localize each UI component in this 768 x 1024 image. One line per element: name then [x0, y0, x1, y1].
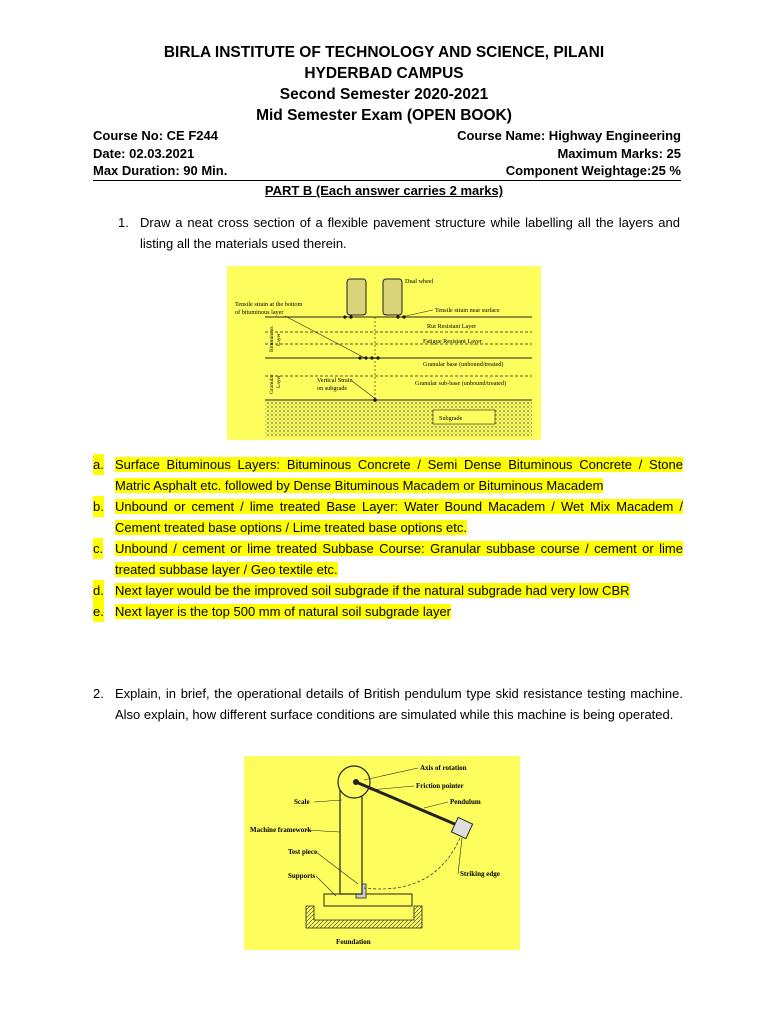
fatigue-layer-label: Fatigue Resistant Layer	[423, 338, 482, 345]
question-1-number: 1.	[118, 215, 129, 230]
foundation-label: Foundation	[336, 938, 371, 946]
max-duration: Max Duration: 90 Min.	[93, 163, 228, 178]
british-pendulum-figure	[244, 756, 520, 950]
tensile-surface-label: Tensile strain near surface	[435, 307, 500, 314]
wheel-left	[347, 279, 366, 315]
framework-label: Machine framework	[250, 826, 312, 834]
answer-b-text: Unbound or cement / lime treated Base Layer: Water Bound Macadem / Wet Mix Macadem / Cement treated base options / Lime treated base options etc.	[115, 499, 683, 535]
bituminous-side-label: Bituminous	[269, 326, 275, 352]
answer-d-letter: d.	[93, 580, 104, 601]
question-2	[93, 683, 683, 749]
answer-b-letter: b.	[93, 496, 104, 517]
supports-label: Supports	[288, 872, 316, 880]
granular-side-label: Granular	[269, 374, 275, 394]
meta-row-1	[93, 128, 681, 146]
question-1-text: Draw a neat cross section of a flexible pavement structure while labelling all the layers and listing all the materials used therein.	[140, 215, 680, 251]
rut-layer-label: Rut Resistant Layer	[427, 323, 477, 330]
max-marks: Maximum Marks: 25	[557, 146, 681, 161]
question-1	[118, 212, 680, 256]
answer-d	[93, 580, 683, 601]
subgrade-label: Subgrade	[439, 415, 463, 422]
granular-subbase-label: Granular sub-base (unbound/treated)	[415, 380, 507, 387]
question-2-text: Explain, in brief, the operational details of British pendulum type skid resistance testing machine. Also explain, how different surface conditions are simulated while this machine is being operated.	[115, 686, 683, 722]
friction-pointer-label: Friction pointer	[416, 782, 464, 790]
axis-label: Axis of rotation	[420, 764, 467, 772]
answer-a	[93, 454, 683, 496]
layer-side-label-1: Layer	[276, 333, 282, 346]
exam-title: Mid Semester Exam (OPEN BOOK)	[256, 107, 512, 124]
answer-d-text: Next layer would be the improved soil subgrade if the natural subgrade had very low CBR	[115, 583, 630, 598]
machine-column	[340, 784, 362, 894]
answer-b	[93, 496, 683, 538]
question-2-number: 2.	[93, 686, 104, 701]
tensile-bottom-label-1: Tensile strain at the bottom	[235, 301, 303, 308]
answer-c-text: Unbound / cement or lime treated Subbase Course: Granular subbase course / cement or lime treated subbase layer / Geo textile etc.	[115, 541, 683, 577]
answer-a-letter: a.	[93, 454, 104, 475]
exam-date: Date: 02.03.2021	[93, 146, 195, 161]
part-b-heading: PART B (Each answer carries 2 marks)	[264, 183, 504, 198]
vertical-strain-label-2: on subgrade	[317, 385, 348, 392]
campus-title: HYDERBAD CAMPUS	[304, 65, 464, 82]
tensile-bottom-label-2: of bituminous layer	[235, 309, 284, 316]
answer-c	[93, 538, 683, 580]
answer-e-text: Next layer is the top 500 mm of natural soil subgrade layer	[115, 604, 452, 619]
striking-edge-label: Striking edge	[460, 870, 500, 878]
scale-label: Scale	[294, 798, 310, 806]
question-1-answers	[93, 454, 683, 622]
vertical-strain-label-1: Vertical Strain	[317, 377, 353, 384]
pendulum-label: Pendulum	[450, 798, 481, 806]
component-weightage: Component Weightage:25 %	[505, 163, 681, 178]
pavement-cross-section-figure	[227, 266, 541, 440]
answer-a-text: Surface Bituminous Layers: Bituminous Concrete / Semi Dense Bituminous Concrete / Stone Matric Asphalt etc. followed by Dense Bituminous Macadem or Bituminous Macadem	[115, 457, 683, 493]
course-number: Course No: CE F244	[93, 128, 218, 143]
institute-title: BIRLA INSTITUTE OF TECHNOLOGY AND SCIENCE, PILANI	[163, 44, 605, 61]
meta-row-2	[93, 146, 681, 164]
dual-wheel-label: Dual wheel	[405, 278, 434, 285]
answer-e	[93, 601, 683, 622]
semester-title: Second Semester 2020-2021	[279, 86, 489, 103]
answer-e-letter: e.	[93, 601, 104, 622]
layer-side-label-2: Layer	[276, 375, 282, 388]
course-name: Course Name: Highway Engineering	[457, 128, 681, 143]
answer-c-letter: c.	[93, 538, 103, 559]
header-divider	[93, 180, 681, 181]
meta-row-3	[93, 163, 681, 181]
granular-base-label: Granular base (unbound/treated)	[423, 361, 504, 368]
wheel-right	[383, 279, 402, 315]
test-piece-label: Test piece	[288, 848, 318, 856]
